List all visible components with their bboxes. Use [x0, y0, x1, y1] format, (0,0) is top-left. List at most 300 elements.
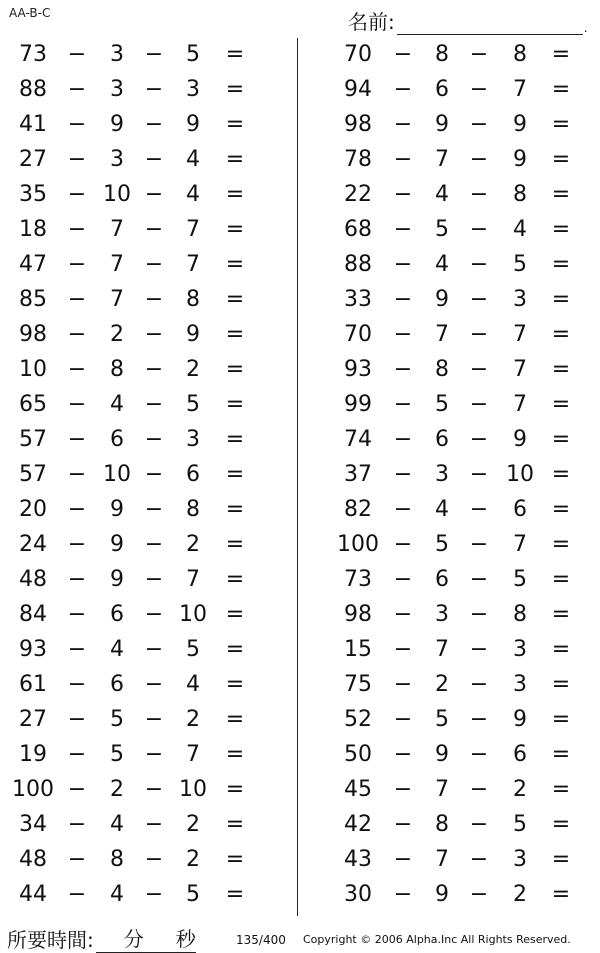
subtrahend-1: 9 [435, 742, 449, 767]
minuend: 70 [344, 42, 372, 67]
problem-row [298, 178, 600, 213]
problem-row [0, 108, 297, 143]
minus-sign: − [67, 567, 87, 592]
subtrahend-1: 7 [435, 847, 449, 872]
subtrahend-1: 8 [435, 42, 449, 67]
problem-row [0, 703, 297, 738]
minus-sign: − [67, 812, 87, 837]
problem-row [0, 213, 297, 248]
minuend: 65 [19, 392, 47, 417]
minus-sign: − [393, 847, 413, 872]
minus-sign: − [469, 777, 489, 802]
minuend: 50 [344, 742, 372, 767]
problem-row [0, 318, 297, 353]
minus-sign: − [144, 707, 164, 732]
name-blank-line[interactable] [397, 14, 583, 35]
problem-row [0, 423, 297, 458]
minus-sign: − [144, 392, 164, 417]
problem-row [0, 38, 297, 73]
problem-row [0, 598, 297, 633]
minuend: 20 [19, 497, 47, 522]
minus-sign: − [469, 322, 489, 347]
minus-sign: − [144, 357, 164, 382]
minus-sign: − [393, 532, 413, 557]
minuend: 74 [344, 427, 372, 452]
equals-sign: = [225, 707, 245, 732]
minus-sign: − [393, 112, 413, 137]
subtrahend-1: 5 [435, 707, 449, 732]
equals-sign: = [225, 182, 245, 207]
minuend: 10 [19, 357, 47, 382]
minuend: 88 [344, 252, 372, 277]
minuend: 88 [19, 77, 47, 102]
equals-sign: = [551, 462, 571, 487]
equals-sign: = [551, 112, 571, 137]
minuend: 48 [19, 567, 47, 592]
equals-sign: = [225, 287, 245, 312]
subtrahend-2: 3 [513, 847, 527, 872]
subtrahend-2: 7 [513, 77, 527, 102]
minus-sign: − [67, 497, 87, 522]
equals-sign: = [551, 182, 571, 207]
worksheet-code: AA-B-C [9, 6, 51, 20]
subtrahend-2: 5 [186, 42, 200, 67]
equals-sign: = [551, 602, 571, 627]
subtrahend-2: 9 [513, 427, 527, 452]
problem-row [0, 283, 297, 318]
minus-sign: − [469, 392, 489, 417]
minus-sign: − [393, 602, 413, 627]
minus-sign: − [144, 427, 164, 452]
subtrahend-1: 10 [103, 462, 131, 487]
problem-row [298, 738, 600, 773]
problem-row [298, 703, 600, 738]
subtrahend-2: 10 [506, 462, 534, 487]
minus-sign: − [469, 357, 489, 382]
minus-sign: − [67, 322, 87, 347]
subtrahend-2: 8 [513, 602, 527, 627]
subtrahend-2: 2 [186, 812, 200, 837]
subtrahend-2: 5 [186, 882, 200, 907]
minus-sign: − [469, 847, 489, 872]
minuend: 42 [344, 812, 372, 837]
equals-sign: = [225, 532, 245, 557]
problem-row [0, 773, 297, 808]
minus-sign: − [393, 217, 413, 242]
minuend: 37 [344, 462, 372, 487]
subtrahend-1: 3 [110, 77, 124, 102]
minuend: 34 [19, 812, 47, 837]
subtrahend-1: 4 [110, 882, 124, 907]
minus-sign: − [393, 637, 413, 662]
equals-sign: = [225, 602, 245, 627]
minus-sign: − [67, 392, 87, 417]
minus-sign: − [393, 182, 413, 207]
minus-sign: − [393, 742, 413, 767]
minus-sign: − [144, 812, 164, 837]
seconds-unit: 秒 [175, 927, 196, 951]
minus-sign: − [469, 497, 489, 522]
minuend: 100 [337, 532, 379, 557]
copyright-notice: Copyright © 2006 Alpha.Inc All Rights Reserved. [303, 933, 571, 946]
minuend: 98 [344, 602, 372, 627]
minus-sign: − [144, 497, 164, 522]
subtrahend-1: 8 [435, 357, 449, 382]
minus-sign: − [67, 882, 87, 907]
subtrahend-2: 7 [513, 357, 527, 382]
minuend: 18 [19, 217, 47, 242]
subtrahend-1: 3 [435, 602, 449, 627]
equals-sign: = [551, 252, 571, 277]
minus-sign: − [393, 707, 413, 732]
minutes-unit: 分 [123, 927, 144, 951]
subtrahend-1: 4 [110, 812, 124, 837]
problem-row [0, 878, 297, 913]
subtrahend-1: 2 [435, 672, 449, 697]
subtrahend-2: 3 [513, 287, 527, 312]
minuend: 27 [19, 147, 47, 172]
minuend: 52 [344, 707, 372, 732]
minuend: 98 [19, 322, 47, 347]
minuend: 82 [344, 497, 372, 522]
subtrahend-2: 2 [513, 777, 527, 802]
equals-sign: = [551, 742, 571, 767]
subtrahend-2: 6 [513, 497, 527, 522]
minus-sign: − [67, 112, 87, 137]
minuend: 41 [19, 112, 47, 137]
minus-sign: − [469, 182, 489, 207]
problem-row [298, 318, 600, 353]
minus-sign: − [144, 112, 164, 137]
minuend: 33 [344, 287, 372, 312]
subtrahend-1: 3 [435, 462, 449, 487]
equals-sign: = [551, 357, 571, 382]
subtrahend-2: 7 [186, 217, 200, 242]
minus-sign: − [67, 742, 87, 767]
subtrahend-2: 7 [513, 392, 527, 417]
subtrahend-2: 8 [513, 42, 527, 67]
problem-row [0, 808, 297, 843]
equals-sign: = [551, 322, 571, 347]
subtrahend-2: 4 [186, 672, 200, 697]
equals-sign: = [551, 777, 571, 802]
problem-row [298, 213, 600, 248]
subtrahend-1: 8 [110, 357, 124, 382]
subtrahend-2: 10 [179, 602, 207, 627]
minus-sign: − [144, 602, 164, 627]
minus-sign: − [67, 672, 87, 697]
minus-sign: − [144, 287, 164, 312]
subtrahend-2: 10 [179, 777, 207, 802]
equals-sign: = [225, 497, 245, 522]
minus-sign: − [469, 637, 489, 662]
minuend: 100 [12, 777, 54, 802]
name-label: 名前: [348, 10, 395, 34]
minus-sign: − [144, 322, 164, 347]
subtrahend-1: 7 [435, 147, 449, 172]
minuend: 94 [344, 77, 372, 102]
equals-sign: = [225, 252, 245, 277]
minus-sign: − [393, 147, 413, 172]
minus-sign: − [67, 602, 87, 627]
time-taken-blank[interactable] [96, 928, 196, 953]
equals-sign: = [225, 77, 245, 102]
equals-sign: = [551, 707, 571, 732]
equals-sign: = [551, 217, 571, 242]
minus-sign: − [469, 567, 489, 592]
minus-sign: − [469, 287, 489, 312]
equals-sign: = [551, 427, 571, 452]
problem-row [0, 143, 297, 178]
subtrahend-1: 6 [435, 567, 449, 592]
minus-sign: − [469, 602, 489, 627]
equals-sign: = [225, 42, 245, 67]
minuend: 27 [19, 707, 47, 732]
minus-sign: − [393, 812, 413, 837]
minus-sign: − [393, 252, 413, 277]
name-field [348, 6, 588, 35]
problem-row [298, 38, 600, 73]
equals-sign: = [225, 112, 245, 137]
subtrahend-1: 4 [435, 252, 449, 277]
subtrahend-1: 9 [435, 112, 449, 137]
problem-row [0, 738, 297, 773]
minuend: 70 [344, 322, 372, 347]
subtrahend-2: 5 [513, 252, 527, 277]
equals-sign: = [225, 637, 245, 662]
minuend: 68 [344, 217, 372, 242]
problem-row [298, 668, 600, 703]
minus-sign: − [469, 147, 489, 172]
equals-sign: = [551, 882, 571, 907]
equals-sign: = [225, 357, 245, 382]
problem-row [0, 563, 297, 598]
problem-row [298, 248, 600, 283]
subtrahend-2: 8 [513, 182, 527, 207]
minuend: 85 [19, 287, 47, 312]
subtrahend-1: 4 [435, 497, 449, 522]
time-taken-field [7, 924, 196, 953]
subtrahend-1: 8 [435, 812, 449, 837]
problem-row [0, 248, 297, 283]
equals-sign: = [225, 672, 245, 697]
subtrahend-2: 2 [186, 847, 200, 872]
minus-sign: − [144, 182, 164, 207]
minus-sign: − [469, 742, 489, 767]
minus-sign: − [144, 532, 164, 557]
minuend: 30 [344, 882, 372, 907]
subtrahend-2: 7 [513, 532, 527, 557]
minus-sign: − [469, 42, 489, 67]
equals-sign: = [225, 427, 245, 452]
minus-sign: − [144, 567, 164, 592]
minuend: 45 [344, 777, 372, 802]
minus-sign: − [469, 672, 489, 697]
minus-sign: − [144, 672, 164, 697]
problem-row [0, 528, 297, 563]
subtrahend-1: 5 [110, 742, 124, 767]
subtrahend-2: 4 [186, 147, 200, 172]
minus-sign: − [393, 42, 413, 67]
subtrahend-1: 6 [435, 77, 449, 102]
subtrahend-1: 2 [110, 322, 124, 347]
problem-row [0, 388, 297, 423]
subtrahend-2: 5 [186, 392, 200, 417]
subtrahend-1: 7 [435, 637, 449, 662]
minus-sign: − [67, 847, 87, 872]
equals-sign: = [225, 847, 245, 872]
problem-row [298, 458, 600, 493]
minuend: 57 [19, 462, 47, 487]
subtrahend-1: 5 [435, 532, 449, 557]
subtrahend-1: 6 [110, 602, 124, 627]
equals-sign: = [551, 287, 571, 312]
subtrahend-1: 7 [435, 322, 449, 347]
problem-row [0, 73, 297, 108]
subtrahend-1: 6 [110, 427, 124, 452]
problem-row [0, 493, 297, 528]
problem-row [298, 73, 600, 108]
equals-sign: = [551, 637, 571, 662]
equals-sign: = [551, 567, 571, 592]
problem-row [298, 493, 600, 528]
problem-row [298, 808, 600, 843]
problem-row [298, 353, 600, 388]
subtrahend-2: 4 [513, 217, 527, 242]
subtrahend-2: 2 [186, 357, 200, 382]
equals-sign: = [551, 532, 571, 557]
subtrahend-1: 4 [110, 392, 124, 417]
subtrahend-1: 5 [435, 392, 449, 417]
subtrahend-2: 3 [513, 672, 527, 697]
equals-sign: = [225, 322, 245, 347]
subtrahend-2: 9 [513, 147, 527, 172]
problem-row [0, 668, 297, 703]
minus-sign: − [393, 777, 413, 802]
problem-row [298, 423, 600, 458]
equals-sign: = [551, 847, 571, 872]
subtrahend-1: 6 [110, 672, 124, 697]
subtrahend-2: 6 [186, 462, 200, 487]
subtrahend-2: 5 [513, 812, 527, 837]
subtrahend-2: 9 [186, 112, 200, 137]
minus-sign: − [67, 357, 87, 382]
problem-row [298, 633, 600, 668]
equals-sign: = [551, 77, 571, 102]
minus-sign: − [393, 672, 413, 697]
problem-row [0, 178, 297, 213]
subtrahend-1: 8 [110, 847, 124, 872]
subtrahend-1: 7 [110, 287, 124, 312]
subtrahend-2: 5 [513, 567, 527, 592]
minus-sign: − [67, 777, 87, 802]
equals-sign: = [225, 392, 245, 417]
name-dot: . [583, 21, 588, 35]
minuend: 73 [344, 567, 372, 592]
subtrahend-2: 2 [186, 707, 200, 732]
minuend: 84 [19, 602, 47, 627]
minus-sign: − [393, 357, 413, 382]
subtrahend-2: 8 [186, 287, 200, 312]
minuend: 78 [344, 147, 372, 172]
minus-sign: − [469, 112, 489, 137]
equals-sign: = [225, 812, 245, 837]
right-problem-column [298, 38, 600, 913]
minus-sign: − [469, 462, 489, 487]
minuend: 24 [19, 532, 47, 557]
subtrahend-2: 5 [186, 637, 200, 662]
minuend: 99 [344, 392, 372, 417]
equals-sign: = [225, 217, 245, 242]
subtrahend-2: 3 [186, 77, 200, 102]
minus-sign: − [67, 217, 87, 242]
minuend: 93 [344, 357, 372, 382]
equals-sign: = [225, 147, 245, 172]
page-number: 135/400 [236, 933, 286, 947]
minus-sign: − [393, 392, 413, 417]
equals-sign: = [225, 742, 245, 767]
minuend: 19 [19, 742, 47, 767]
minus-sign: − [393, 882, 413, 907]
subtrahend-2: 4 [186, 182, 200, 207]
minus-sign: − [67, 252, 87, 277]
minus-sign: − [67, 462, 87, 487]
minus-sign: − [393, 77, 413, 102]
subtrahend-1: 7 [110, 217, 124, 242]
subtrahend-2: 3 [186, 427, 200, 452]
subtrahend-1: 4 [110, 637, 124, 662]
subtrahend-1: 9 [110, 112, 124, 137]
minus-sign: − [393, 427, 413, 452]
minus-sign: − [67, 182, 87, 207]
problem-row [298, 108, 600, 143]
minuend: 75 [344, 672, 372, 697]
minus-sign: − [144, 42, 164, 67]
problem-row [298, 878, 600, 913]
minus-sign: − [469, 252, 489, 277]
minus-sign: − [144, 462, 164, 487]
problem-row [298, 388, 600, 423]
minus-sign: − [67, 707, 87, 732]
equals-sign: = [551, 497, 571, 522]
problem-row [298, 143, 600, 178]
minus-sign: − [144, 217, 164, 242]
minus-sign: − [469, 707, 489, 732]
minuend: 48 [19, 847, 47, 872]
minus-sign: − [469, 532, 489, 557]
minuend: 93 [19, 637, 47, 662]
problem-row [0, 353, 297, 388]
minuend: 57 [19, 427, 47, 452]
subtrahend-1: 3 [110, 42, 124, 67]
subtrahend-1: 9 [435, 287, 449, 312]
problem-row [298, 283, 600, 318]
minus-sign: − [67, 637, 87, 662]
subtrahend-1: 7 [435, 777, 449, 802]
subtrahend-2: 7 [186, 567, 200, 592]
minus-sign: − [144, 637, 164, 662]
minus-sign: − [469, 427, 489, 452]
minus-sign: − [67, 532, 87, 557]
equals-sign: = [551, 147, 571, 172]
subtrahend-1: 4 [435, 182, 449, 207]
minus-sign: − [67, 77, 87, 102]
minus-sign: − [469, 217, 489, 242]
subtrahend-1: 9 [110, 567, 124, 592]
problem-row [0, 633, 297, 668]
equals-sign: = [225, 567, 245, 592]
minus-sign: − [469, 812, 489, 837]
